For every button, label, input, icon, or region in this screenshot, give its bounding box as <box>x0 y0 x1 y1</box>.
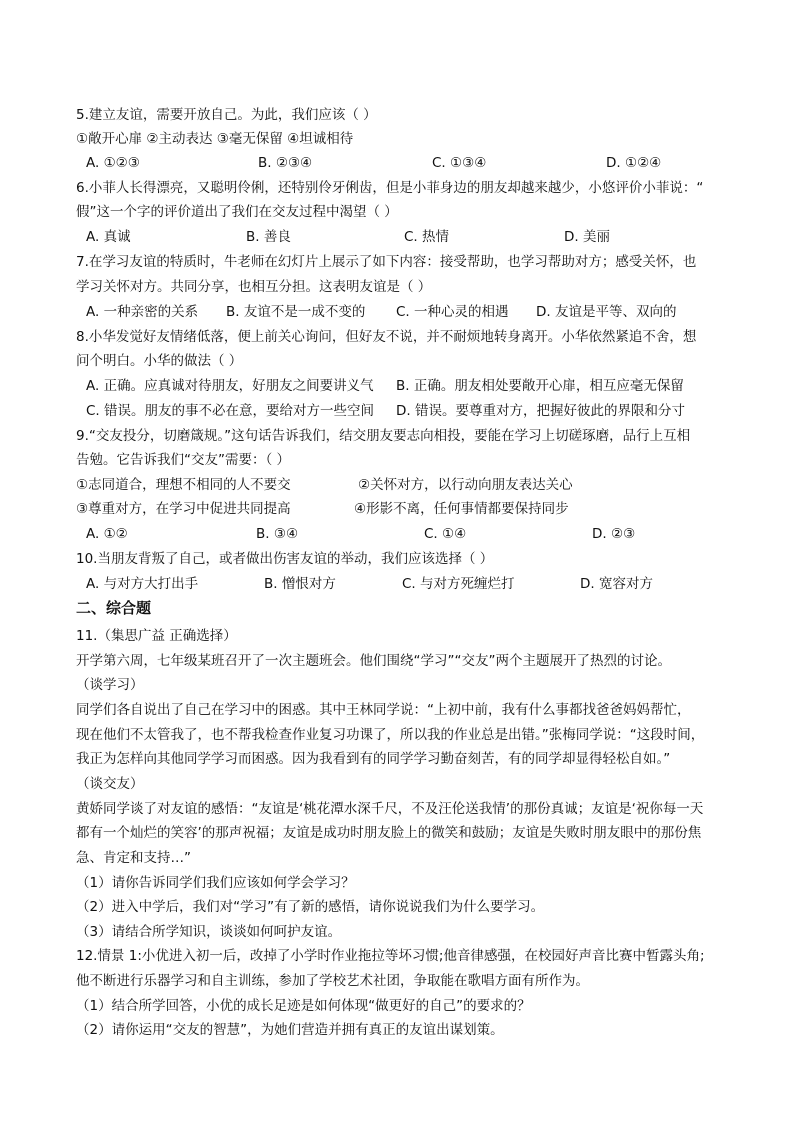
q6-option-b: B. 善良 <box>246 229 291 245</box>
q10-option-c: C. 与对方死缠烂打 <box>402 576 515 592</box>
q10-option-a: A. 与对方大打出手 <box>86 576 199 592</box>
q9-option-b: B. ③④ <box>256 526 299 542</box>
q6-stem-line-2: 假”这一个字的评价道出了我们在交友过程中渴望（ ） <box>76 204 398 220</box>
q8-option-b: B. 正确。朋友相处要敞开心扉，相互应毫无保留 <box>396 378 684 394</box>
q11-paragraph-1-line-1: 同学们各自说出了自己在学习中的困惑。其中王林同学说：“上初中前，我有什么事都找爸爸妈妈帮忙， <box>76 702 691 718</box>
q11-paragraph-1-line-3: 我正为怎样向其他同学学习而困惑。因为我看到有的同学学习勤奋刻苦，有的同学却显得轻松自如。” <box>76 751 671 767</box>
q11-question-1: （1）请你告诉同学们我们应该如何学会学习？ <box>76 875 355 891</box>
q10-option-b: B. 憎恨对方 <box>264 576 336 592</box>
q5-option-a: A. ①②③ <box>86 155 140 171</box>
q10-stem: 10.当朋友背叛了自己，或者做出伤害友谊的举动，我们应该选择（ ） <box>76 551 494 567</box>
q9-stem-line-1: 9.“交友投分，切磨箴规。”这句话告诉我们，结交朋友要志向相投，要能在学习上切磋琢磨，品行上互相 <box>76 428 691 444</box>
q11-head: 11.（集思广益 正确选择） <box>76 628 237 644</box>
q9-option-d: D. ②③ <box>592 526 636 542</box>
q5-option-c: C. ①③④ <box>432 155 487 171</box>
q8-option-c: C. 错误。朋友的事不必在意，要给对方一些空间 <box>86 403 375 419</box>
q7-stem-line-1: 7.在学习友谊的特质时，牛老师在幻灯片上展示了如下内容：接受帮助，也学习帮助对方；感受关怀，也 <box>76 254 697 270</box>
q11-subheading-study: （谈学习） <box>76 677 144 693</box>
q11-paragraph-2-line-3: 急、肯定和支持…” <box>76 850 191 866</box>
q6-option-c: C. 热情 <box>404 229 450 245</box>
q8-stem-line-1: 8.小华发觉好友情绪低落，便上前关心询问，但好友不说，并不耐烦地转身离开。小华依然紧追不舍，想 <box>76 329 697 345</box>
q8-option-d: D. 错误。要尊重对方，把握好彼此的界限和分寸 <box>396 403 685 419</box>
q12-stem-line-2: 他不断进行乐器学习和自主训练，参加了学校艺术社团，争取能在歌唱方面有所作为。 <box>76 973 589 989</box>
q12-stem-line-1: 12.情景 1:小优进入初一后，改掉了小学时作业拖拉等坏习惯;他音律感强，在校园好声音比赛中暂露头角; <box>76 948 705 964</box>
q9-item-3: ③尊重对方，在学习中促进共同提高 <box>76 501 291 517</box>
q5-option-d: D. ①②④ <box>606 155 662 171</box>
q10-option-d: D. 宽容对方 <box>580 576 653 592</box>
q7-option-d: D. 友谊是平等、双向的 <box>536 304 677 320</box>
q9-option-c: C. ①④ <box>424 526 467 542</box>
q5-items: ①敞开心扉 ②主动表达 ③毫无保留 ④坦诚相待 <box>76 131 354 147</box>
q11-paragraph-2-line-2: 都有一个灿烂的笑容’的那声祝福；友谊是成功时朋友脸上的微笑和鼓励；友谊是失败时朋友眼中的那份焦 <box>76 825 702 841</box>
q5-option-b: B. ②③④ <box>258 155 313 171</box>
q6-stem-line-1: 6.小菲人长得漂亮，又聪明伶俐，还特别伶牙俐齿，但是小菲身边的朋友却越来越少，小悠评价小菲说：“ <box>76 180 704 196</box>
q9-item-1: ①志同道合，理想不相同的人不要交 <box>76 477 291 493</box>
q9-stem-line-2: 告勉。它告诉我们“交友”需要：（ ） <box>76 452 291 468</box>
q12-question-2: （2）请你运用“交友的智慧”，为她们营造并拥有真正的友谊出谋划策。 <box>76 1022 504 1038</box>
q11-paragraph-2-line-1: 黄娇同学谈了对友谊的感悟：“友谊是‘桃花潭水深千尺，不及汪伦送我情’的那份真诚；友谊是‘祝你每一天 <box>76 801 704 817</box>
q11-question-3: （3）请结合所学知识，谈谈如何呵护友谊。 <box>76 924 342 940</box>
q6-option-a: A. 真诚 <box>86 229 131 245</box>
q7-option-b: B. 友谊不是一成不变的 <box>226 304 366 320</box>
q7-option-a: A. 一种亲密的关系 <box>86 304 199 320</box>
q7-stem-line-2: 学习关怀对方。共同分享，也相互分担。这表明友谊是（ ） <box>76 279 432 295</box>
q7-option-c: C. 一种心灵的相遇 <box>396 304 509 320</box>
q12-question-1: （1）结合所学回答，小优的成长足迹是如何体现“做更好的自己”的要求的？ <box>76 998 531 1014</box>
q9-item-4: ④形影不离，任何事情都要保持同步 <box>354 501 569 517</box>
q8-stem-line-2: 问个明白。小华的做法（ ） <box>76 353 243 369</box>
q9-item-2: ②关怀对方，以行动向朋友表达关心 <box>358 477 573 493</box>
q11-paragraph-1-line-2: 现在他们不太管我了，也不帮我检查作业复习功课了，所以我的作业总是出错。”张梅同学说：“这段时间， <box>76 727 705 743</box>
q6-option-d: D. 美丽 <box>564 229 610 245</box>
q11-intro: 开学第六周，七年级某班召开了一次主题班会。他们围绕“学习”“交友”两个主题展开了热烈的讨论。 <box>76 653 671 669</box>
q11-subheading-friendship: （谈交友） <box>76 776 144 792</box>
section-title: 二、综合题 <box>76 599 152 617</box>
q5-stem: 5.建立友谊，需要开放自己。为此，我们应该（ ） <box>76 107 377 123</box>
q8-option-a: A. 正确。应真诚对待朋友，好朋友之间要讲义气 <box>86 378 374 394</box>
q11-question-2: （2）进入中学后，我们对“学习”有了新的感悟，请你说说我们为什么要学习。 <box>76 899 545 915</box>
q9-option-a: A. ①② <box>86 526 128 542</box>
